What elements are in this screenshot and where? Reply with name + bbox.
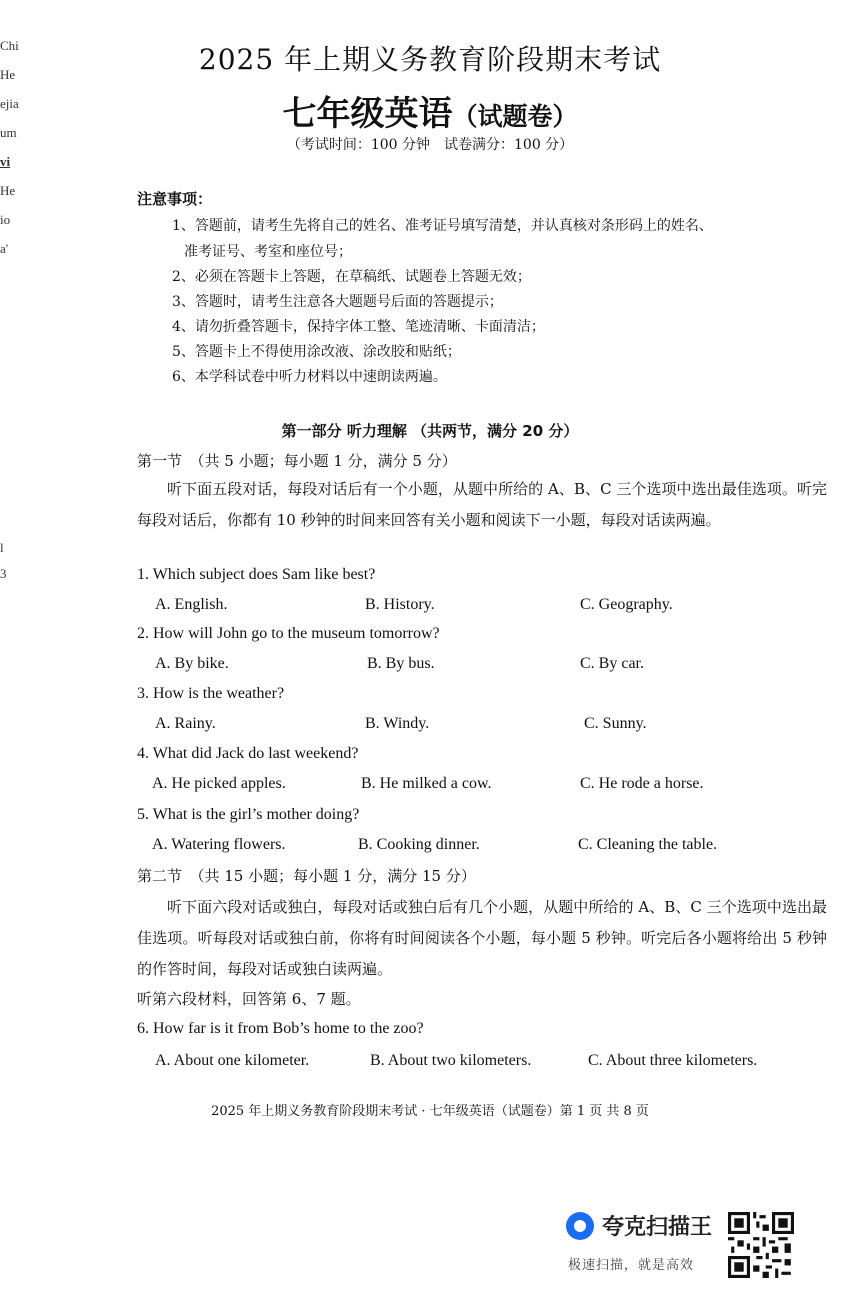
option-a: A. By bike. <box>155 655 229 672</box>
margin-fragment: He <box>0 67 16 82</box>
section-heading: 第一节 （共 5 小题；每小题 1 分，满分 5 分） <box>137 452 457 470</box>
exam-info: （考试时间：100 分钟 试卷满分：100 分） <box>286 137 574 153</box>
option-b: B. He milked a cow. <box>361 775 492 792</box>
option-a: A. English. <box>155 596 228 613</box>
option-b: B. About two kilometers. <box>370 1052 532 1069</box>
margin-fragment: vi <box>0 154 11 169</box>
option-a: A. Rainy. <box>155 715 216 732</box>
note-item: 1、答题前，请考生先将自己的姓名、准考证号填写清楚，并认真核对条形码上的姓名、 <box>172 218 713 234</box>
paper-title-main: 七年级英语 <box>282 94 453 134</box>
option-a: A. About one kilometer. <box>155 1052 310 1069</box>
margin-fragment: io <box>0 212 11 227</box>
option-c: C. Sunny. <box>584 715 647 732</box>
margin-fragment: He <box>0 183 16 198</box>
margin-fragment: ejia <box>0 96 19 111</box>
note-item: 准考证号、考室和座位号； <box>184 244 352 260</box>
notes-title: 注意事项： <box>137 190 213 208</box>
margin-fragment: Chi <box>0 38 19 53</box>
question-text: 4. What did Jack do last weekend? <box>137 745 359 762</box>
note-item: 2、必须在答题卡上答题，在草稿纸、试题卷上答题无效； <box>172 269 531 285</box>
qr-code-icon <box>728 1212 794 1278</box>
option-a: A. He picked apples. <box>152 775 286 792</box>
option-c: C. Cleaning the table. <box>578 836 718 853</box>
question-text: 5. What is the girl’s mother doing? <box>137 806 360 823</box>
option-a: A. Watering flowers. <box>152 836 286 853</box>
note-item: 6、本学科试卷中听力材料以中速朗读两遍。 <box>172 369 447 385</box>
brand-slogan: 极速扫描，就是高效 <box>568 1258 695 1273</box>
option-c: C. About three kilometers. <box>588 1052 758 1069</box>
option-b: B. Windy. <box>365 715 430 732</box>
note-item: 5、答题卡上不得使用涂改液、涂改胶和贴纸； <box>172 344 461 360</box>
option-c: C. By car. <box>580 655 644 672</box>
option-b: B. History. <box>365 596 435 613</box>
margin-fragment: 3 <box>0 566 7 581</box>
page-footer: 2025 年上期义务教育阶段期末考试 · 七年级英语（试题卷）第 1 页 共 8 页 <box>211 1104 649 1119</box>
section-heading: 第二节 （共 15 小题；每小题 1 分，满分 15 分） <box>137 867 476 885</box>
margin-fragment: l <box>0 540 4 555</box>
paper-title <box>0 86 860 135</box>
option-c: C. He rode a horse. <box>580 775 704 792</box>
margin-fragment: a' <box>0 241 9 256</box>
question-text: 6. How far is it from Bob’s home to the zoo? <box>137 1020 424 1037</box>
option-b: B. By bus. <box>367 655 435 672</box>
note-item: 3、答题时，请考生注意各大题题号后面的答题提示； <box>172 294 503 310</box>
question-text: 3. How is the weather? <box>137 685 285 702</box>
section-instructions: 听下面五段对话，每段对话后有一个小题，从题中所给的 A、B、C 三个选项中选出最佳选项。听完每段对话后，你都有 10 秒钟的时间来回答有关小题和阅读下一小题，每段对话读两遍。 <box>137 480 827 529</box>
question-text: 1. Which subject does Sam like best? <box>137 566 376 583</box>
exam-title: 2025 年上期义务教育阶段期末考试 <box>198 43 662 76</box>
section-instructions: 听下面六段对话或独白，每段对话或独白后有几个小题，从题中所给的 A、B、C 三个选项中选出最佳选项。听每段对话或独白前，你将有时间阅读各个小题，每小题 5 秒钟。听完后各小题将给出 5 秒钟的作答时间，每段对话或独白读两遍。 <box>137 898 827 978</box>
option-c: C. Geography. <box>580 596 673 613</box>
brand-name: 夸克扫描王 <box>602 1215 713 1240</box>
part-heading: 第一部分 听力理解 （共两节，满分 20 分） <box>281 422 579 440</box>
note-item: 4、请勿折叠答题卡，保持字体工整、笔迹清晰、卡面清洁； <box>172 319 545 335</box>
margin-fragment: um <box>0 125 17 140</box>
material-note: 听第六段材料，回答第 6、7 题。 <box>137 990 361 1008</box>
paper-title-sub: （试题卷） <box>452 102 578 131</box>
option-b: B. Cooking dinner. <box>358 836 480 853</box>
question-text: 2. How will John go to the museum tomorrow? <box>137 625 440 642</box>
quark-logo-icon <box>566 1212 594 1240</box>
